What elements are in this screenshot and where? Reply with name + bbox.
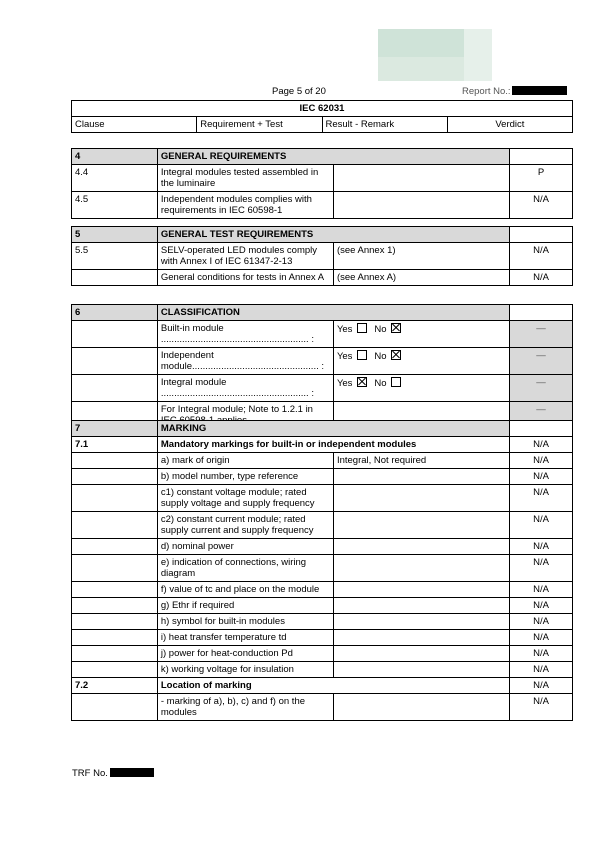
section-title: CLASSIFICATION: [157, 305, 509, 321]
table-row: c1) constant voltage module; rated supply voltage and supply frequency N/A: [72, 485, 573, 512]
section-4-table: [71, 148, 573, 219]
table-row: 4.5 Independent modules complies with requirements in IEC 60598-1 N/A: [72, 192, 573, 219]
trf-number: TRF No.: [72, 768, 154, 779]
verdict: N/A: [510, 243, 573, 270]
yes-checkbox: [357, 323, 367, 333]
report-number: Report No.:: [462, 86, 567, 97]
yes-no-choice: Yes No: [333, 375, 509, 402]
table-row: General conditions for tests in Annex A (see Annex A) N/A: [72, 270, 573, 286]
table-row: Built-in module ........................................................ : Yes No —: [72, 321, 573, 348]
yes-checkbox: [357, 350, 367, 360]
table-row: Integral module ........................................................ : Yes No —: [72, 375, 573, 402]
table-row: Independent module................................................ : Yes No —: [72, 348, 573, 375]
subsection-row: 7.1 Mandatory markings for built-in or independent modules N/A: [72, 437, 573, 453]
section-title: GENERAL REQUIREMENTS: [157, 149, 509, 165]
yes-no-choice: Yes No: [333, 321, 509, 348]
redaction-box: [110, 768, 154, 777]
table-row: For Integral module; Note to 1.2.1 in —: [72, 402, 573, 429]
col-clause: Clause: [72, 117, 197, 133]
table-row: k) working voltage for insulation N/A: [72, 662, 573, 678]
table-row: 5.5 SELV-operated LED modules comply with Annex I of IEC 61347-2-13 (see Annex 1) N/A: [72, 243, 573, 270]
yes-checkbox-checked: [357, 377, 367, 387]
subsection-row: 7.2 Location of marking N/A: [72, 678, 573, 694]
verdict: P: [510, 165, 573, 192]
section-number: 6: [72, 305, 158, 321]
section-number: 5: [72, 227, 158, 243]
section-title: GENERAL TEST REQUIREMENTS: [157, 227, 509, 243]
yes-no-choice: Yes No: [333, 348, 509, 375]
table-row: i) heat transfer temperature td N/A: [72, 630, 573, 646]
table-row: j) power for heat-conduction Pd N/A: [72, 646, 573, 662]
verdict: N/A: [510, 192, 573, 219]
table-row: 4.4 Integral modules tested assembled in the luminaire P: [72, 165, 573, 192]
table-row: a) mark of origin Integral, Not required N/A: [72, 453, 573, 469]
table-row: e) indication of connections, wiring diagram N/A: [72, 555, 573, 582]
stamp-watermark: [378, 29, 492, 81]
no-checkbox-checked: [391, 323, 401, 333]
table-row: b) model number, type reference N/A: [72, 469, 573, 485]
section-number: 7: [72, 421, 158, 437]
section-5-table: [71, 226, 573, 286]
table-row: h) symbol for built-in modules N/A: [72, 614, 573, 630]
redaction-box: [512, 86, 567, 95]
section-6-table: [71, 304, 573, 429]
table-title: IEC 62031: [72, 101, 573, 117]
no-checkbox: [391, 377, 401, 387]
table-row: g) Ethr if required N/A: [72, 598, 573, 614]
table-row: f) value of tc and place on the module N/A: [72, 582, 573, 598]
col-result: Result - Remark: [322, 117, 447, 133]
header-table: [71, 100, 573, 133]
table-row: c2) constant current module; rated supply current and supply frequency N/A: [72, 512, 573, 539]
table-row: d) nominal power N/A: [72, 539, 573, 555]
verdict: N/A: [510, 270, 573, 286]
col-requirement: Requirement + Test: [197, 117, 322, 133]
section-title: MARKING: [157, 421, 509, 437]
table-row: - marking of a), b), c) and f) on the modules N/A: [72, 694, 573, 721]
section-number: 4: [72, 149, 158, 165]
col-verdict: Verdict: [447, 117, 572, 133]
page-number: Page 5 of 20: [272, 86, 326, 97]
section-7-table: [71, 420, 573, 721]
no-checkbox-checked: [391, 350, 401, 360]
